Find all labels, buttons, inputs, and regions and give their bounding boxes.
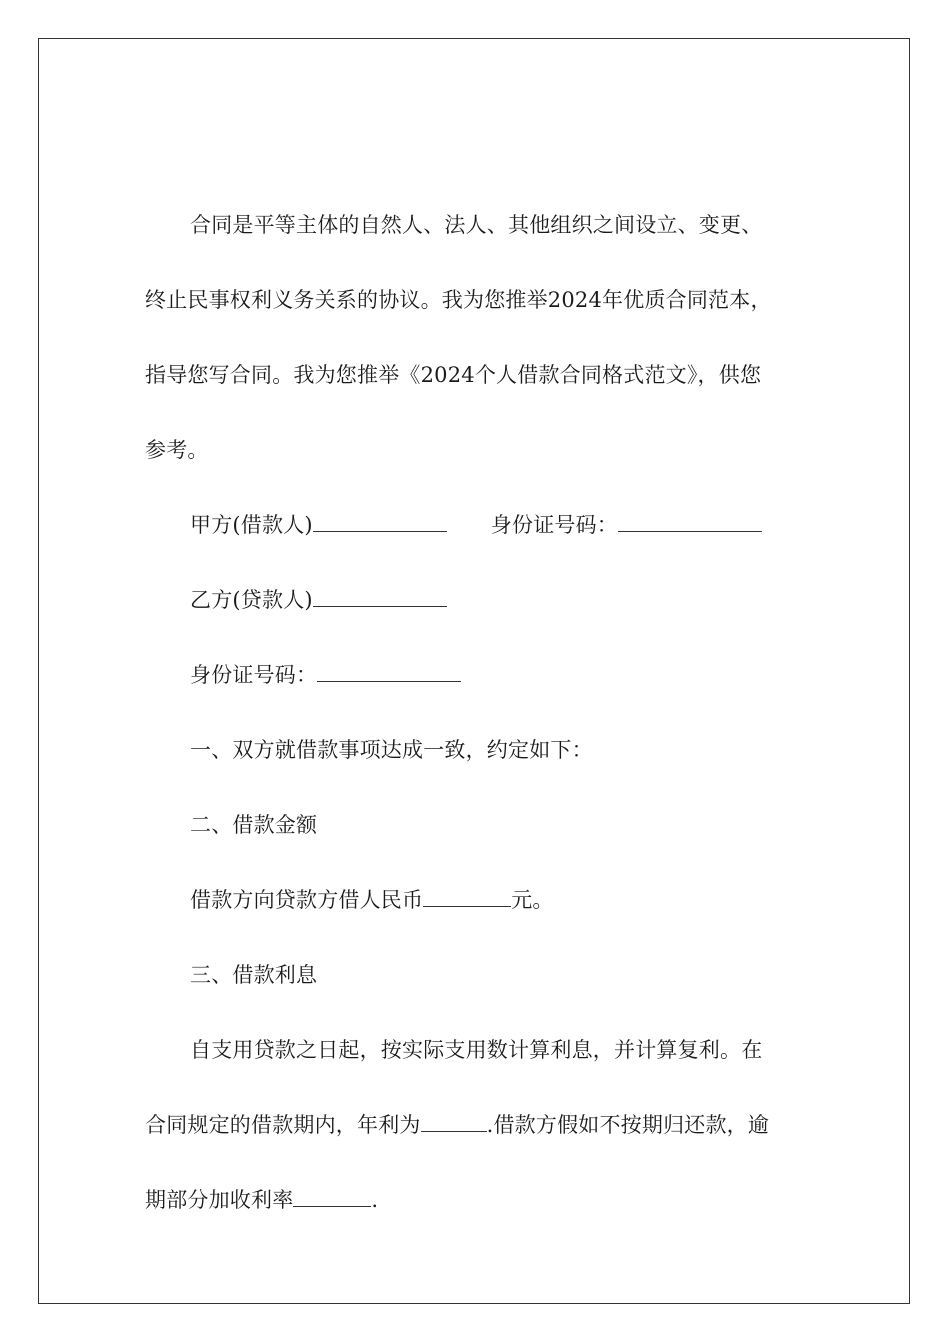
section-3-line-1: 自支用贷款之日起，按实际支用数计算利息，并计算复利。在 bbox=[190, 1038, 763, 1062]
intro-line-1: 合同是平等主体的自然人、法人、其他组织之间设立、变更、 bbox=[190, 213, 763, 237]
overdue-text: .借款方假如不按期归还款，逾 bbox=[486, 1113, 770, 1137]
party-a-label: 甲方(借款人) bbox=[190, 513, 313, 537]
interest-rate-text: 合同规定的借款期内，年利为 bbox=[145, 1113, 421, 1137]
party-a-id-blank[interactable] bbox=[618, 513, 762, 532]
intro-line-2: 终止民事权利义务关系的协议。我为您推举2024年优质合同范本， bbox=[145, 288, 772, 312]
party-b-id-label: 身份证号码： bbox=[190, 663, 318, 687]
party-b-row bbox=[190, 588, 447, 612]
section-2-title: 二、借款金额 bbox=[190, 813, 318, 837]
party-a-blank[interactable] bbox=[313, 513, 447, 532]
party-a-id-label: 身份证号码： bbox=[490, 513, 618, 537]
interest-rate-blank[interactable] bbox=[421, 1113, 487, 1132]
section-2-body bbox=[190, 888, 554, 912]
loan-amount-text: 借款方向贷款方借人民币 bbox=[190, 888, 424, 912]
party-b-blank[interactable] bbox=[313, 588, 447, 607]
loan-amount-blank[interactable] bbox=[423, 888, 511, 907]
section-3-line-3 bbox=[145, 1188, 378, 1212]
overdue-rate-blank[interactable] bbox=[293, 1188, 371, 1207]
section-3-title: 三、借款利息 bbox=[190, 963, 318, 987]
loan-amount-unit: 元。 bbox=[511, 888, 554, 912]
intro-line-3: 指导您写合同。我为您推举《2024个人借款合同格式范文》，供您 bbox=[145, 363, 762, 387]
section-1: 一、双方就借款事项达成一致，约定如下： bbox=[190, 738, 593, 762]
party-a-row bbox=[190, 513, 762, 537]
party-b-id-blank[interactable] bbox=[317, 663, 461, 682]
party-b-id-row bbox=[190, 663, 461, 687]
overdue-rate-period: . bbox=[371, 1188, 379, 1212]
overdue-rate-text: 期部分加收利率 bbox=[145, 1188, 294, 1212]
intro-line-4: 参考。 bbox=[145, 438, 209, 462]
party-b-label: 乙方(贷款人) bbox=[190, 588, 313, 612]
section-3-line-2 bbox=[145, 1113, 769, 1137]
